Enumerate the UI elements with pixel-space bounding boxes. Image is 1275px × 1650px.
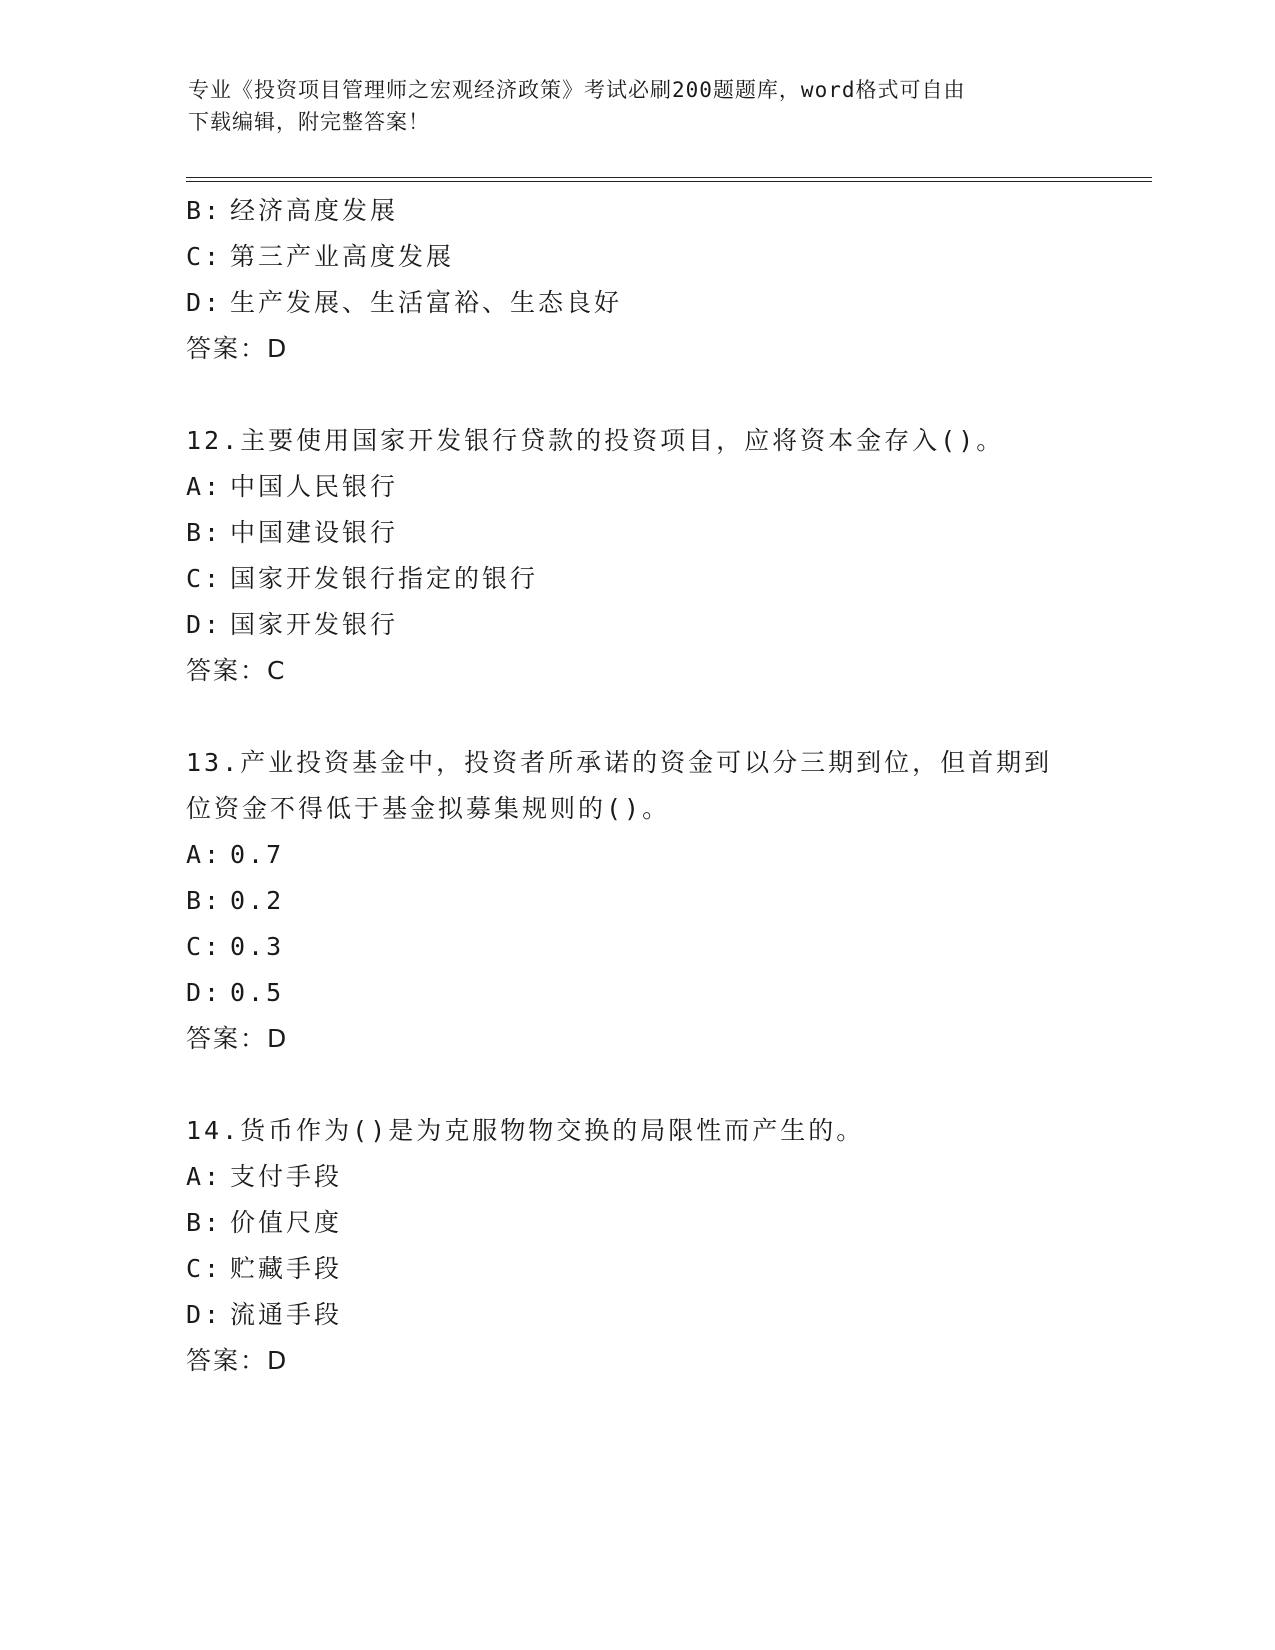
question-list <box>186 188 1086 1384</box>
option-text: 中国建设银行 <box>230 518 399 547</box>
option-a <box>186 832 1086 878</box>
option-text: 第三产业高度发展 <box>230 242 455 271</box>
question-14 <box>186 1108 1086 1384</box>
question-12 <box>186 418 1086 694</box>
option-d <box>186 280 1086 326</box>
option-text: 生产发展、生活富裕、生态良好 <box>230 288 623 317</box>
option-key: B: <box>186 1208 223 1237</box>
option-c <box>186 924 1086 970</box>
option-c <box>186 234 1086 280</box>
option-text: 流通手段 <box>230 1300 343 1329</box>
document-header <box>188 74 1088 138</box>
answer-line: 答案：D <box>186 1024 289 1053</box>
option-text: 0.3 <box>230 932 285 961</box>
option-a <box>186 464 1086 510</box>
option-text: 0.5 <box>230 978 285 1007</box>
option-key: C: <box>186 242 223 271</box>
spacer <box>186 1062 1086 1108</box>
option-text: 价值尺度 <box>230 1208 343 1237</box>
option-key: A: <box>186 1162 223 1191</box>
option-d <box>186 970 1086 1016</box>
header-divider <box>186 177 1152 182</box>
option-text: 0.2 <box>230 886 285 915</box>
option-key: B: <box>186 518 223 547</box>
option-text: 国家开发银行指定的银行 <box>230 564 539 593</box>
option-d <box>186 602 1086 648</box>
question-stem: 12.主要使用国家开发银行贷款的投资项目，应将资本金存入()。 <box>186 426 1005 455</box>
option-c <box>186 1246 1086 1292</box>
option-text: 0.7 <box>230 840 285 869</box>
option-a <box>186 1154 1086 1200</box>
option-key: A: <box>186 472 223 501</box>
option-text: 中国人民银行 <box>230 472 399 501</box>
option-b <box>186 878 1086 924</box>
header-line-2: 下载编辑，附完整答案！ <box>188 110 430 134</box>
answer-line: 答案：D <box>186 1346 289 1375</box>
spacer <box>186 694 1086 740</box>
option-b <box>186 1200 1086 1246</box>
option-text: 支付手段 <box>230 1162 343 1191</box>
option-key: D: <box>186 610 223 639</box>
option-key: C: <box>186 564 223 593</box>
option-text: 国家开发银行 <box>230 610 399 639</box>
option-key: A: <box>186 840 223 869</box>
option-b <box>186 188 1086 234</box>
option-key: C: <box>186 932 223 961</box>
option-key: C: <box>186 1254 223 1283</box>
option-key: D: <box>186 288 223 317</box>
question-11-partial <box>186 188 1086 372</box>
question-stem-line-1: 13.产业投资基金中，投资者所承诺的资金可以分三期到位，但首期到 <box>186 748 1053 777</box>
option-key: D: <box>186 1300 223 1329</box>
header-line-1: 专业《投资项目管理师之宏观经济政策》考试必刷200题题库，word格式可自由 <box>188 78 966 102</box>
answer-line: 答案：D <box>186 334 289 363</box>
option-key: D: <box>186 978 223 1007</box>
answer-line: 答案：C <box>186 656 287 685</box>
option-text: 经济高度发展 <box>230 196 399 225</box>
spacer <box>186 372 1086 418</box>
option-key: B: <box>186 886 223 915</box>
option-key: B: <box>186 196 223 225</box>
option-b <box>186 510 1086 556</box>
option-c <box>186 556 1086 602</box>
question-stem-line-2: 位资金不得低于基金拟募集规则的()。 <box>186 794 671 823</box>
question-13 <box>186 740 1086 1062</box>
option-text: 贮藏手段 <box>230 1254 343 1283</box>
question-stem: 14.货币作为()是为克服物物交换的局限性而产生的。 <box>186 1116 865 1145</box>
option-d <box>186 1292 1086 1338</box>
